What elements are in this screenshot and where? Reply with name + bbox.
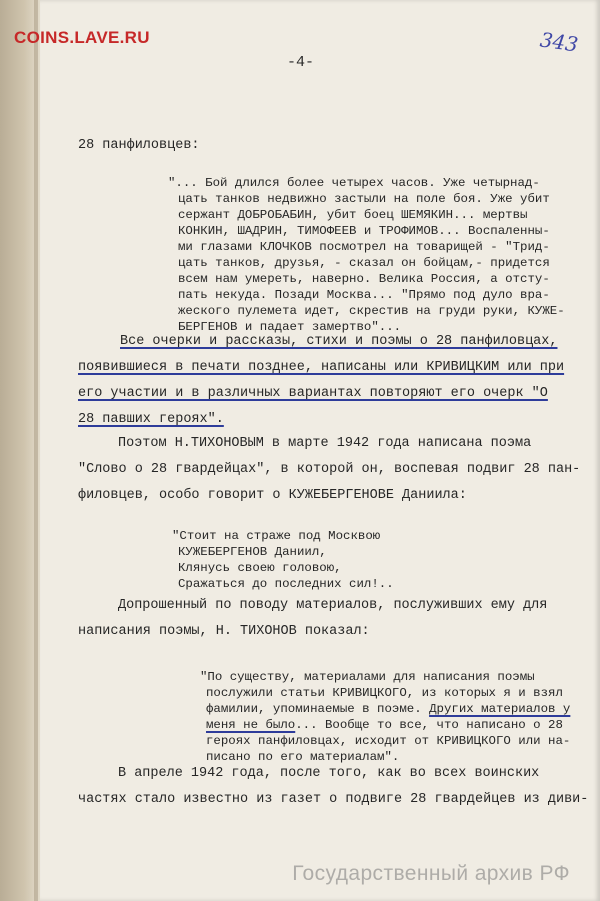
quote2-line: писано по его материалам". [206,750,400,764]
para4-line: частях стало известно из газет о подвиге 28 гвардейцев из диви- [78,792,589,807]
archive-watermark: Государственный архив РФ [292,862,570,885]
quote2-plain-text: ... Вообще то все, что написано о 28 [295,718,563,732]
quote2-underlined-text: меня не было [206,718,296,732]
para4-line: В апреле 1942 года, после того, как во всех воинских [118,766,540,781]
quote2-line: послужили статьи КРИВИЦКОГО, из которых я и взял [206,686,563,700]
quote1-line: пать некуда. Позади Москва... "Прямо под дуло вра- [178,288,550,302]
quote1-line: цать танков недвижно застыли на поле боя. Уже убит [178,192,550,206]
quote1-line: ми глазами КЛОЧКОВ посмотрел на товарищей - "Трид- [178,240,550,254]
quote1-line: цать танков, друзья, - сказал он бойцам,- придется [178,256,550,270]
quote1-line: БЕРГЕНОВ и падает замертво"... [178,320,402,334]
quote2-plain-text: фамилии, упоминаемые в поэме. [206,702,430,716]
para1-line: его участии и в различных вариантах повторяют его очерк "О [78,386,548,401]
quote1-line: всем нам умереть, наверно. Велика Россия, а отсту- [178,272,550,286]
poem-line: КУЖЕБЕРГЕНОВ Даниил, [178,545,327,559]
intro-line: 28 панфиловцев: [78,138,200,153]
para2-line: филовцев, особо говорит о КУЖЕБЕРГЕНОВЕ Даниила: [78,488,467,503]
quote1-line: сержант ДОБРОБАБИН, убит боец ШЕМЯКИН... мертвы [178,208,528,222]
quote2-line [206,702,570,716]
quote2-line: героях панфиловцах, исходит от КРИВИЦКОГО или на- [206,734,571,748]
archive-page-number: 343 [538,27,580,57]
page-number: -4- [287,54,315,71]
quote2-line: "По существу, материалами для написания поэмы [200,670,535,684]
quote1-line: КОНКИН, ШАДРИН, ТИМОФЕЕВ и ТРОФИМОВ... Воспаленны- [178,224,550,238]
para3-line: Допрошенный по поводу материалов, послуживших ему для [118,598,548,613]
quote2-underlined-text: Других материалов у [429,702,571,716]
poem-line: "Стоит на страже под Москвою [172,529,381,543]
para1-line: Все очерки и рассказы, стихи и поэмы о 28 панфиловцах, [120,334,558,349]
poem-line: Сражаться до последних сил!.. [178,577,394,591]
quote1-line: "... Бой длился более четырех часов. Уже четырнад- [168,176,540,190]
para1-line: 28 павших героях". [78,412,224,427]
para1-line: появившиеся в печати позднее, написаны или КРИВИЦКИМ или при [78,360,565,375]
site-watermark: COINS.LAVE.RU [14,28,150,47]
quote1-line: жеского пулемета идет, скрестив на груди руки, КУЖЕ- [178,304,565,318]
quote2-line [206,718,563,732]
folder-edge [0,0,40,901]
poem-line: Клянусь своею головою, [178,561,342,575]
para2-line: Поэтом Н.ТИХОНОВЫМ в марте 1942 года написана поэма [118,436,532,451]
para2-line: "Слово о 28 гвардейцах", в которой он, воспевая подвиг 28 пан- [78,462,581,477]
para3-line: написания поэмы, Н. ТИХОНОВ показал: [78,624,370,639]
